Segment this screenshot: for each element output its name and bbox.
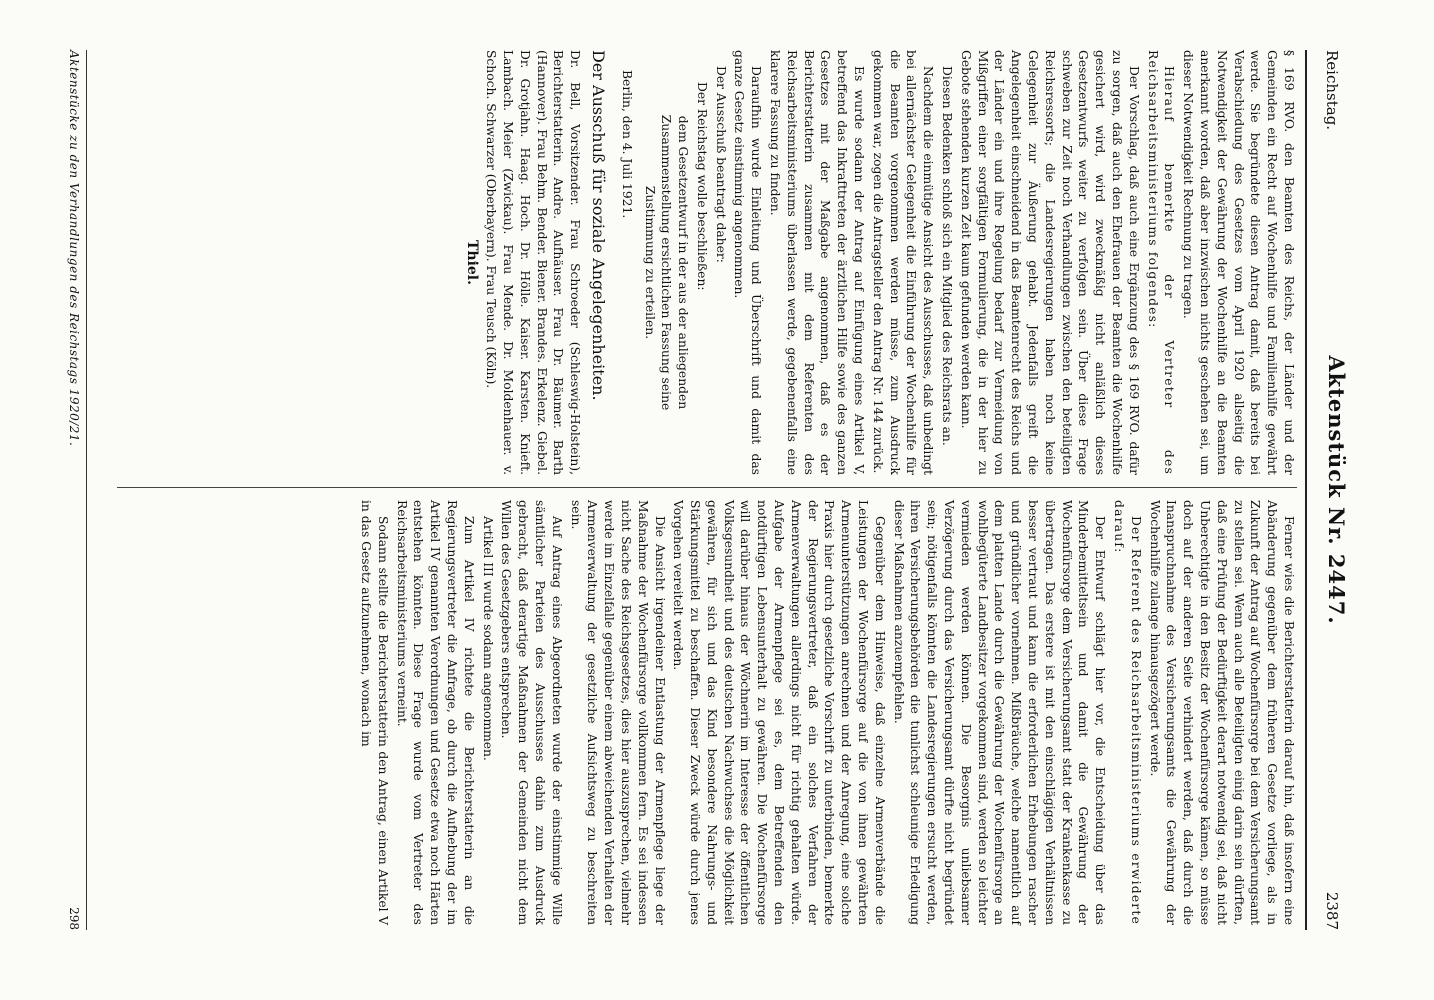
paragraph: dem Gesetzentwurf in der aus der anliegenden Zusammenstellung ersichtlichen Fassung seine Zustimmung zu erteilen. [642, 114, 691, 411]
paragraph: Der Reichstag wolle beschließen: [694, 82, 709, 291]
paragraph: Diesen Bedenken schloß sich ein Mitglied des Reichsrats an. [940, 66, 955, 446]
paragraph: Gegenüber dem Hinweise, daß einzelne Armenverbände die Leistungen der Wochenfürsorge auf die von ihnen gewährten Armenunterstützungen anrechnen und der Anregung, eine solche Praxis hier durch gesetzliche Vorschrift zu unterbinden, bemerkte der Regierungsvertreter, daß ein solches Verfahren der Armenverwaltungen allerdings nicht für richtig gehalten würde. Aufgabe der Armenpflege sei es, dem Betreffenden den notdürftigen Lebensunterhalt zu gewähren. Die Wochenfürsorge will darüber hinaus der Wöchnerin im Interesse der öffentlichen Volksgesundheit und des deutschen Nachwuchses die Möglichkeit gewähren, für sich und das Kind besondere Nahrungs- und Stärkungsmittel zu beschaffen. Dieser Zweck würde durch jenes Vorgehen vereitelt werden. [671, 500, 887, 925]
signature-name: Thiel. [464, 239, 481, 285]
column-divider [117, 487, 1297, 488]
committee-name: Der Ausschuß für soziale Angelegenheiten. [588, 50, 608, 401]
right-column [355, 500, 1297, 925]
paragraph: Die Ansicht irgendeiner Entlastung der Armenpflege liege der Maßnahme der Wochenfürsorge vollkommen fern. Es sei indessen nicht Sache des Reichsgesetzes, dies hier auszusprechen, vielmehr werde im Einzelfalle gegenüber einem abweichenden Verhalten der Armenverwaltung der gesetzliche Aufsichtsweg zu beschreiten sein. [568, 500, 667, 925]
page-header [1309, 50, 1349, 930]
paragraph: Der Referent des Reichsarbeitsministeriums erwiderte darauf: [1112, 500, 1143, 925]
paragraph: Artikel III wurde sodann angenommen. [480, 516, 495, 761]
paragraph: Auf Antrag eines Abgeordneten wurde der einstimmige Wille sämtlicher Parteien des Ausschusses dahin zum Ausdruck gebracht, daß derartige Maßnahmen der Gemeinden nicht dem Willen des Gesetzgebers entsprechen. [499, 500, 564, 925]
paragraph: Nachdem die einmütige Ansicht des Ausschusses, daß unbedingt bei allernächster Gelegenheit die Einführung der Wochenhilfe für die Beamten vorgenommen werden müsse, zum Ausdruck gekommen war, zogen die Antragsteller den Antrag Nr. 144 zurück. [870, 50, 936, 475]
paragraph: Sodann stellte die Berichterstatterin den Antrag, einen Artikel V in das Gesetz aufzunehmen, wonach im [358, 500, 390, 925]
paragraph: Zum Artikel IV richtete die Berichterstatterin an die Regierungsvertreter die Anfrage, ob durch die Aufhebung der im Artikel IV genannten Verordnungen und Gesetze etwa noch Härten entstehen könnten. Diese Frage wurde vom Vertreter des Reichsarbeitsministeriums verneint. [394, 500, 476, 925]
header-rule [1305, 50, 1307, 930]
paragraph: Der Entwurf schlägt hier vor, die Entscheidung über das Minderbemitteltsein und damit die Gewährung der Wochenfürsorge dem Versicherungsamt statt der Krankenkasse zu übertragen. Das erstere ist mit den einschlägigen Verhältnissen besser vertraut und kann die erforderlichen Erhebungen rascher und gründlicher vornehmen. Mißbräuche, welche namentlich auf dem platten Lande durch die Gewährung der Wochenfürsorge an wohlbegüterte Landbesitzer vorgekommen sind, werden so leichter vermieden werden können. Die Besorgnis unliebsamer Verzögerung durch das Versicherungsamt dürfte nicht begründet sein; nötigenfalls könnten die Landesregierungen ersucht werden, ihren Versicherungsbehörden die tunlichst schleunige Erledigung dieser Maßnahmen anzuempfehlen. [891, 500, 1108, 925]
left-column [462, 50, 1297, 475]
paragraph: Ferner wies die Berichterstatterin darauf hin, daß insofern eine Abänderung gegenüber dem früheren Gesetze vorliege, als in Zukunft der Antrag auf Wochenfürsorge bei dem Versicherungsamt zu stellen sei. Wenn auch alle Beteiligten einig darin sein dürften, daß eine Prüfung der Bedürftigkeit derart notwendig sei, daß nicht Unberechtigte in den Besitz der Wochenfürsorge kämen, so müsse doch auf der anderen Seite verhindert werden, daß durch die Inanspruchnahme des Versicherungsamts die Gewährung der Wochenhilfe zulange hinausgezögert werde. [1147, 500, 1296, 925]
paragraph: Der Vorschlag, daß auch eine Ergänzung des § 169 RVO. dafür zu sorgen, daß auch den Ehefrauen der Beamten die Wochenhilfe gesichert wird, wird zweckmäßig nicht anläßlich dieses Gesetzentwurfs weiter zu verfolgen sein. Über diese Frage schweben zur Zeit noch Verhandlungen zwischen den beteiligten Reichsressorts; die Landesregierungen haben noch keine Gelegenheit zur Äußerung gehabt. Jedenfalls greift die Angelegenheit einschneidend in das Beamtenrecht des Reichs und der Länder ein und ihre Regelung bedarf zur Vermeidung von Mißgriffen einer sorgfältigen Formulierung, die in der hier zu Gebote stehenden kurzen Zeit kaum gefunden werden kann. [958, 50, 1141, 475]
footer-page-number: 298 [67, 907, 81, 930]
footer-source: Aktenstücke zu den Verhandlungen des Reichstags 1920/21. [67, 50, 81, 447]
paragraph: Es wurde sodann der Antrag auf Einfügung eines Artikel V, betreffend das Inkrafttreten der ärztlichen Hilfe sowie des ganzen Gesetzes mit der Maßgabe angenommen, daß es der Berichterstatterin zusammen mit dem Referenten des Reichsarbeitsministeriums überlassen werde, gegebenenfalls eine klarere Fassung zu finden. [768, 50, 867, 475]
page-footer [57, 50, 81, 930]
paragraph: Der Ausschuß beantragt daher: [713, 66, 728, 263]
header-session: Reichstag. [1323, 50, 1341, 131]
member-list: Dr. Bell, Vorsitzender. Frau Schroeder (Schleswig-Holstein), Berichterstatterin. Andre. Aufhäuser. Frau Dr. Bäumer. Barth (Hannover). Frau Behm. Bender. Biener. Brandes. Erkelenz. Giebel. Dr. Grotjahn. Haag. Hoch. Dr. Hölle. Kaiser. Karsten. Knieft. Lambach. Meier (Zwickau). Frau Mende. Dr. Moldenhauer. v. Schoch. Schwarzer (Oberbayern). Frau Teusch (Köln). [484, 50, 583, 475]
header-page-number: 2387 [1323, 891, 1341, 930]
date-line: Berlin, den 4. Juli 1921. [619, 70, 634, 219]
paragraph: Hierauf bemerkte der Vertreter des Reichsarbeitsministeriums folgendes: [1145, 50, 1177, 475]
footer-rule [86, 50, 87, 930]
paragraph: § 169 RVO. den Beamten des Reichs, der Länder und der Gemeinden ein Recht auf Wochenhilfe und Familienhilfe gewährt werde. Sie begründete diesen Antrag damit, daß bereits bei Verabschiedung des Gesetzes vom April 1920 allseitig die Notwendigkeit der Gewährung der Wochenhilfe an die Beamten anerkannt worden, daß aber inzwischen nichts geschehen sei, um dieser Notwendigkeit Rechnung zu tragen. [1181, 50, 1296, 475]
header-title: Aktenstück Nr. 2447. [1324, 355, 1349, 625]
paragraph: Daraufhin wurde Einleitung und Überschrift und damit das ganze Gesetz einstimmig angenommen. [732, 50, 764, 475]
document-page [59, 50, 1349, 930]
